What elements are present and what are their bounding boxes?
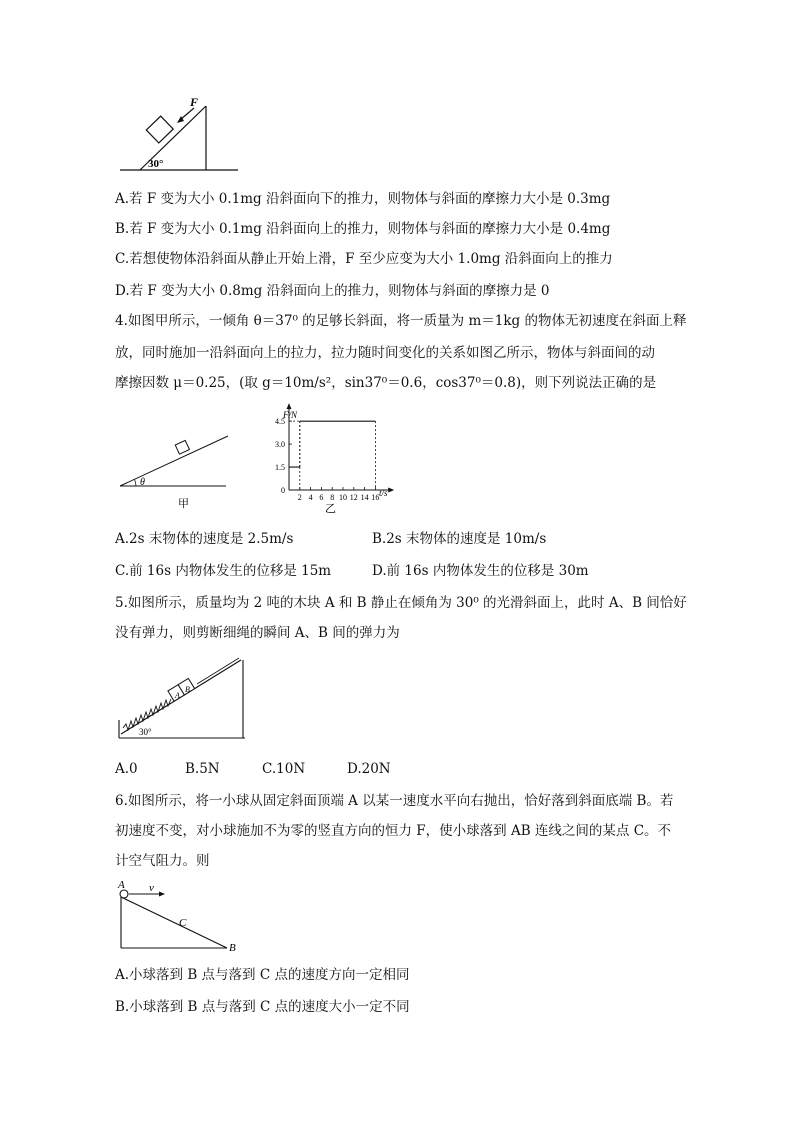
q6-option-b: B.小球落到 B 点与落到 C 点的速度大小一定不同 [115,999,410,1015]
q5-label-b: B [185,685,190,694]
q6-stem-line1: 6.如图所示，将一小球从固定斜面顶端 A 以某一速度水平向右抛出，恰好落到斜面底端 B。若 [115,793,674,809]
q6-incline-hyp [121,897,227,948]
x-tick-label: 4 [308,493,313,502]
q3-option-d: D.若 F 变为大小 0.8mg 沿斜面向上的推力，则物体与斜面的摩擦力是 0 [115,283,550,299]
q4-option-a: A.2s 末物体的速度是 2.5m/s [115,531,294,547]
q3-option-a: A.若 F 变为大小 0.1mg 沿斜面向下的推力，则物体与斜面的摩擦力大小是 0.3mg [115,191,611,207]
y-axis-arrowhead [287,403,292,409]
q4-option-b: B.2s 末物体的速度是 10m/s [372,531,547,547]
q4-stem-line1: 4.如图甲所示，一倾角 θ＝37⁰ 的足够长斜面，将一质量为 m＝1kg 的物体无初速度在斜面上释 [115,313,687,329]
q4-angle-arc [135,480,137,487]
q5-string [197,658,239,684]
q3-option-c: C.若想使物体沿斜面从静止开始上滑，F 至少应变为大小 1.0mg 沿斜面向上的推力 [115,251,613,267]
q3-option-b: B.若 F 变为大小 0.1mg 沿斜面向上的推力，则物体与斜面的摩擦力大小是 0.4mg [115,221,611,237]
q6-stem-line2: 初速度不变，对小球施加不为零的竖直方向的恒力 F，使小球落到 AB 连线之间的某点 C。不 [115,823,672,839]
q4-force-time-chart [255,408,395,518]
x-tick-label: 6 [319,493,324,502]
x-tick-label: 10 [339,493,347,502]
q6-label-c: C [179,917,187,929]
x-tick-label: 12 [349,493,358,502]
q5-label-a: A [175,691,180,700]
q4-chart-caption: 乙 [325,503,336,515]
q6-option-a: A.小球落到 B 点与落到 C 点的速度方向一定相同 [115,967,410,983]
q4-incline-line [120,436,228,486]
q4-block [175,440,189,454]
q6-projectile-figure [115,876,255,956]
q3-block [146,116,173,143]
q4-stem-line3: 摩擦因数 μ＝0.25，(取 g＝10m/s²，sin37⁰＝0.6，cos37⁰＝0.8)，则下列说法正确的是 [115,375,657,391]
q4-option-c: C.前 16s 内物体发生的位移是 15m [115,563,332,579]
q6-label-a: A [118,879,125,891]
q4-angle-label: θ [140,477,145,488]
x-axis-arrowhead [388,488,394,493]
q5-stem-line1: 5.如图所示，质量均为 2 吨的木块 A 和 B 静止在倾角为 30⁰ 的光滑斜面上，此时 A、B 间恰好 [115,595,687,611]
q3-force-label: F [190,95,199,109]
x-tick-label: 8 [330,493,335,502]
q6-label-b: B [229,942,236,954]
q6-label-v: v [149,882,154,894]
q5-option-b: B.5N [185,761,220,777]
q4-caption-jia: 甲 [178,498,189,510]
q4-chart-xlabel: t/s [379,488,388,498]
x-tick-label: 14 [360,493,369,502]
q5-spring [123,699,171,730]
x-tick-label: 2 [297,493,302,502]
q4-option-d: D.前 16s 内物体发生的位移是 30m [372,563,589,579]
q5-spring-incline-figure [115,654,255,744]
q4-stem-line2: 放，同时施加一沿斜面向上的拉力，拉力随时间变化的关系如图乙所示，物体与斜面间的动 [115,345,655,361]
q4-incline-figure [118,430,248,510]
y-tick-label: 0 [281,486,285,495]
q4-chart-ylabel: F/N [283,410,298,420]
y-tick-label: 1.5 [275,463,285,473]
y-tick-label: 4.5 [275,417,285,427]
x-tick-label: 16 [371,493,380,502]
y-tick-label: 3.0 [275,440,285,450]
q3-angle-label: 30° [148,158,164,170]
q5-angle-label: 30° [139,727,152,737]
q5-option-a: A.0 [115,761,138,777]
q5-option-c: C.10N [262,761,306,777]
q5-stem-line2: 没有弹力，则剪断细绳的瞬间 A、B 间的弹力为 [115,625,400,641]
q3-incline-figure [118,96,248,176]
q6-velocity-arrowhead [159,892,165,897]
q6-stem-line3: 计空气阻力。则 [115,853,210,869]
q5-option-d: D.20N [347,761,391,777]
